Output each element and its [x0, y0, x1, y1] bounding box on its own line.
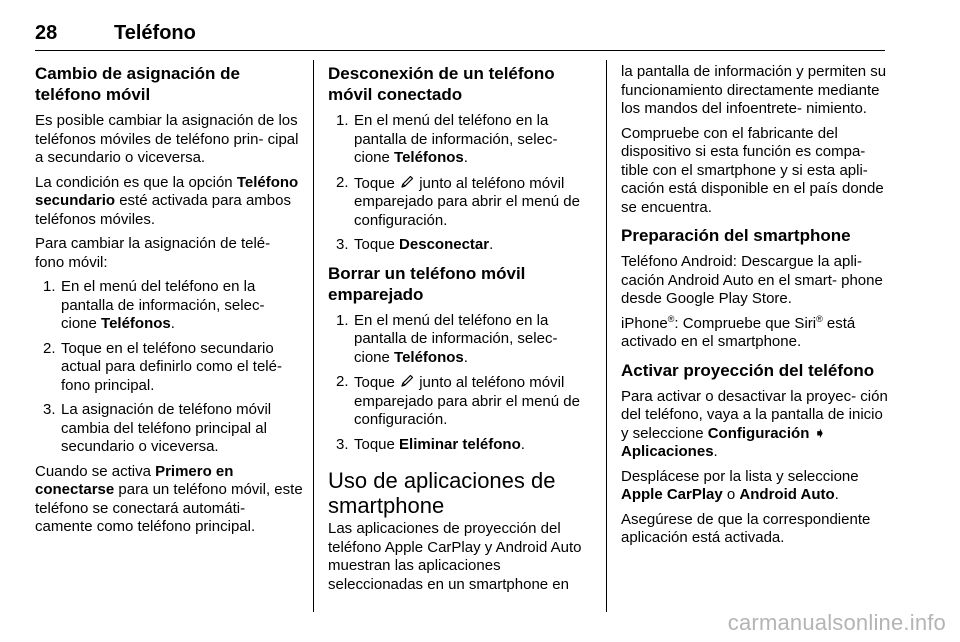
column-divider-2: [606, 60, 607, 612]
chapter-heading-aplicaciones: Uso de aplicaciones de smartphone: [328, 468, 556, 518]
menu-name: Teléfonos: [394, 149, 464, 166]
paragraph: Las aplicaciones de proyección del teléfono Apple CarPlay y Android Auto muestran las aplicaciones seleccionadas en un smartphone en: [328, 520, 582, 593]
page-header: [35, 22, 885, 48]
option-name: Primero en conectarse: [35, 462, 234, 498]
list-item: 3. Toque Desconectar.: [336, 236, 494, 253]
steps-list: [35, 278, 303, 457]
pencil-icon: [399, 373, 415, 389]
paragraph: Asegúrese de que la correspondiente aplicación está activada.: [621, 510, 871, 546]
page-number: 28: [35, 22, 58, 44]
column-divider-1: [313, 60, 314, 612]
menu-name: Apple CarPlay: [621, 486, 723, 503]
section-heading-activar: Activar proyección del teléfono: [621, 360, 875, 380]
paragraph: Compruebe con el fabricante del dispositivo si esta función es compa- tible con el smartphone y si esta apli- cación está disponible en el país donde se encuentra.: [621, 124, 884, 216]
list-item: 2. Toque junto al teléfono móvil emparejado para abrir el menú de configuración.: [336, 173, 580, 229]
list-item: 1. En el menú del teléfono en la pantalla de información, selec- cione Teléfonos.: [43, 278, 265, 332]
menu-name: Configuración: [707, 424, 810, 442]
menu-name: Aplicaciones: [621, 443, 714, 460]
menu-name: Teléfonos: [101, 315, 171, 332]
paragraph: Desplácese por la lista y seleccione Apple CarPlay o Android Auto.: [621, 467, 859, 503]
list-item: 1. En el menú del teléfono en la pantalla de información, selec- cione Teléfonos.: [336, 112, 558, 166]
column-2: [328, 63, 596, 600]
list-item: 2. Toque junto al teléfono móvil emparejado para abrir el menú de configuración.: [336, 373, 580, 428]
page-title: Teléfono: [114, 22, 196, 44]
arrow-right-icon: ➧: [813, 424, 827, 442]
column-1: [35, 63, 303, 543]
header-rule: [35, 50, 885, 51]
paragraph: Para activar o desactivar la proyec- ción del teléfono, vaya a la pantalla de inicio y seleccione Configuración ➧ Aplicaciones.: [621, 387, 888, 460]
section-heading-cambio-asignacion: Cambio de asignación de teléfono móvil: [35, 64, 240, 104]
list-item: 3. La asignación de teléfono móvil cambia del teléfono principal al secundario o viceversa.: [43, 401, 272, 455]
list-item: 3. Toque Eliminar teléfono.: [336, 435, 525, 453]
menu-name: Eliminar teléfono: [399, 435, 521, 453]
menu-name: Teléfonos: [394, 348, 464, 366]
paragraph: La condición es que la opción Teléfono secundario esté activada para ambos teléfonos móviles.: [35, 173, 299, 228]
column-3: [621, 63, 889, 554]
menu-name: Desconectar: [399, 236, 490, 253]
paragraph: Es posible cambiar la asignación de los teléfonos móviles de teléfono prin- cipal a secundario o viceversa.: [35, 112, 299, 166]
steps-list: [328, 312, 596, 455]
paragraph: Para cambiar la asignación de telé- fono móvil:: [35, 235, 271, 271]
steps-list: [328, 112, 596, 255]
list-item: 1. En el menú del teléfono en la pantalla de información, selec- cione Teléfonos.: [336, 311, 558, 366]
section-heading-desconexion: Desconexión de un teléfono móvil conectado: [328, 64, 555, 104]
watermark: carmanualsonline.info: [727, 610, 946, 635]
paragraph: iPhone®: Compruebe que Siri® está activado en el smartphone.: [621, 313, 856, 350]
paragraph: Teléfono Android: Descargue la apli- cación Android Auto en el smart- phone desde Google Play Store.: [621, 253, 883, 307]
paragraph: la pantalla de información y permiten su funcionamiento directamente mediante los mandos del infoentrete- nimiento.: [621, 63, 887, 117]
list-item: 2. Toque en el teléfono secundario actual para definirlo como el telé- fono principal.: [43, 339, 282, 394]
pencil-icon: [399, 174, 415, 190]
section-heading-borrar: Borrar un teléfono móvil emparejado: [328, 263, 526, 304]
menu-name: Android Auto: [739, 486, 835, 503]
paragraph: Cuando se activa Primero en conectarse para un teléfono móvil, este teléfono se conectará automáti- camente como teléfono principal.: [35, 462, 303, 535]
section-heading-preparacion: Preparación del smartphone: [621, 226, 851, 245]
option-name: Teléfono secundario: [35, 173, 299, 209]
